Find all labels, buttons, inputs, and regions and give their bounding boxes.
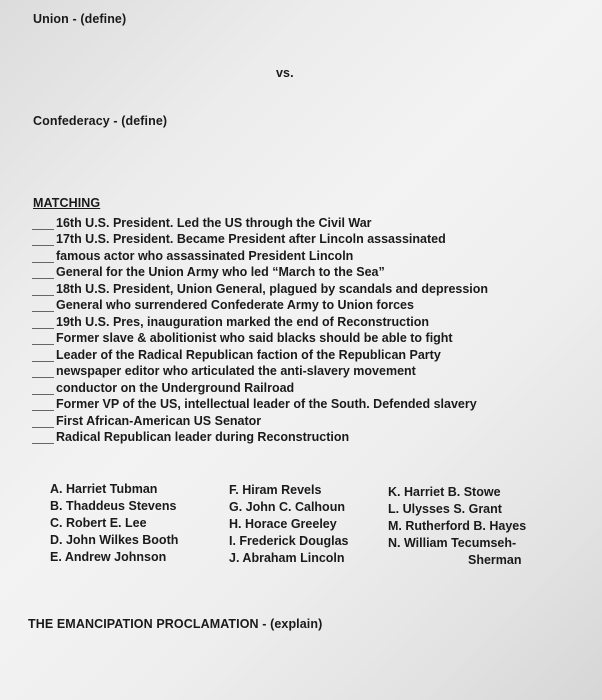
answer-blank[interactable] bbox=[32, 367, 54, 378]
matching-item bbox=[32, 329, 552, 346]
answer-blank[interactable] bbox=[32, 433, 54, 444]
matching-item bbox=[32, 312, 552, 329]
matching-item-text: Former VP of the US, intellectual leader of the South. Defended slavery bbox=[56, 397, 477, 411]
matching-item-text: Former slave & abolitionist who said blacks should be able to fight bbox=[56, 331, 453, 345]
matching-item bbox=[32, 230, 552, 247]
answer-option: H. Horace Greeley bbox=[229, 517, 337, 531]
answer-option: J. Abraham Lincoln bbox=[229, 551, 345, 565]
matching-item-text: 18th U.S. President, Union General, plagued by scandals and depression bbox=[56, 281, 489, 296]
answer-option: D. John Wilkes Booth bbox=[50, 533, 179, 547]
answer-column-3 bbox=[388, 484, 526, 569]
matching-item-text: famous actor who assassinated President Lincoln bbox=[56, 248, 354, 263]
answer-option: K. Harriet B. Stowe bbox=[388, 485, 501, 499]
answer-option: A. Harriet Tubman bbox=[50, 482, 158, 496]
matching-item-text: conductor on the Underground Railroad bbox=[56, 380, 295, 395]
answer-option: I. Frederick Douglas bbox=[229, 534, 349, 548]
matching-item-text: 19th U.S. Pres, inauguration marked the end of Reconstruction bbox=[56, 314, 429, 329]
answer-column-1 bbox=[50, 481, 178, 566]
answer-blank[interactable] bbox=[32, 252, 54, 263]
emancipation-prompt: THE EMANCIPATION PROCLAMATION - (explain) bbox=[28, 617, 323, 631]
confederacy-prompt: Confederacy - (define) bbox=[33, 114, 168, 128]
answer-option: Sherman bbox=[468, 553, 522, 567]
matching-item-text: First African-American US Senator bbox=[56, 413, 262, 428]
answer-option: E. Andrew Johnson bbox=[50, 550, 167, 564]
answer-option: B. Thaddeus Stevens bbox=[50, 499, 177, 513]
answer-blank[interactable] bbox=[32, 235, 54, 246]
answer-blank[interactable] bbox=[32, 318, 54, 329]
matching-item bbox=[32, 378, 552, 395]
matching-item-text: newspaper editor who articulated the anti-slavery movement bbox=[56, 364, 416, 378]
answer-option: F. Hiram Revels bbox=[229, 483, 322, 497]
matching-item bbox=[32, 213, 552, 230]
answer-blank[interactable] bbox=[32, 268, 54, 279]
vs-label: vs. bbox=[276, 66, 294, 80]
matching-item-text: 17th U.S. President. Became President after Lincoln assassinated bbox=[56, 232, 446, 246]
matching-item bbox=[32, 395, 552, 412]
answer-option: N. William Tecumseh- bbox=[388, 536, 517, 550]
matching-item bbox=[32, 296, 552, 313]
matching-heading: MATCHING bbox=[33, 196, 101, 210]
answer-blank[interactable] bbox=[32, 384, 54, 395]
answer-blank[interactable] bbox=[32, 351, 54, 362]
answer-blank[interactable] bbox=[32, 219, 54, 230]
matching-item-text: General for the Union Army who led “March to the Sea” bbox=[56, 265, 385, 279]
matching-item-text: Radical Republican leader during Reconstruction bbox=[56, 430, 350, 444]
union-prompt: Union - (define) bbox=[33, 12, 127, 26]
matching-item bbox=[32, 428, 552, 445]
matching-item-text: Leader of the Radical Republican faction of the Republican Party bbox=[56, 347, 441, 362]
answer-blank[interactable] bbox=[32, 417, 54, 428]
matching-item bbox=[32, 362, 552, 379]
matching-item bbox=[32, 345, 552, 362]
matching-list bbox=[32, 213, 552, 444]
answer-option: L. Ulysses S. Grant bbox=[388, 502, 502, 516]
matching-item bbox=[32, 411, 552, 428]
answer-column-2 bbox=[229, 482, 348, 567]
matching-item bbox=[32, 246, 552, 263]
matching-item-text: General who surrendered Confederate Army to Union forces bbox=[56, 298, 414, 312]
answer-option: G. John C. Calhoun bbox=[229, 500, 345, 514]
answer-option: C. Robert E. Lee bbox=[50, 516, 147, 530]
answer-blank[interactable] bbox=[32, 285, 54, 296]
answer-blank[interactable] bbox=[32, 301, 54, 312]
answer-blank[interactable] bbox=[32, 334, 54, 345]
answer-blank[interactable] bbox=[32, 400, 54, 411]
answer-option: M. Rutherford B. Hayes bbox=[388, 519, 527, 533]
matching-item bbox=[32, 279, 552, 296]
matching-item bbox=[32, 263, 552, 280]
matching-item-text: 16th U.S. President. Led the US through the Civil War bbox=[56, 215, 372, 230]
